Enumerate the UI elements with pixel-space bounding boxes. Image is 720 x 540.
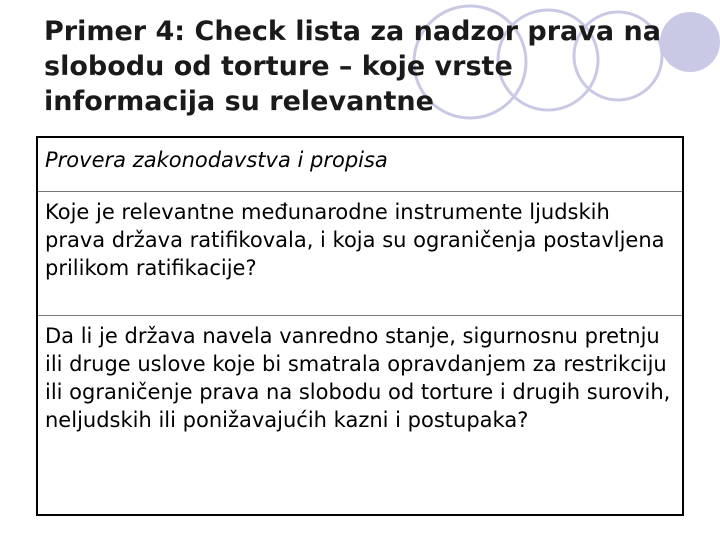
table-header-text: Provera zakonodavstva i propisa: [45, 148, 388, 172]
table-row: [38, 192, 682, 316]
table-row: [38, 316, 682, 514]
question-text: Da li je država navela vanredno stanje, sigurnosnu pretnju ili druge uslove koje bi smatrala opravdanjem za restrikciju ili ograničenje prava na slobodu od torture i drugih surovih, neljudskih ili ponižavajućih kazni i postupaka?: [45, 324, 671, 432]
table-header-row: [38, 138, 682, 192]
slide-title: Primer 4: Check lista za nadzor prava na slobodu od torture – koje vrste informacija su relevantne: [44, 16, 661, 117]
question-text: Koje je relevantne međunarodne instrumente ljudskih prava država ratifikovala, i koja su ograničenja postavljena prilikom ratifikacije?: [45, 200, 665, 280]
checklist-table: [36, 136, 684, 516]
